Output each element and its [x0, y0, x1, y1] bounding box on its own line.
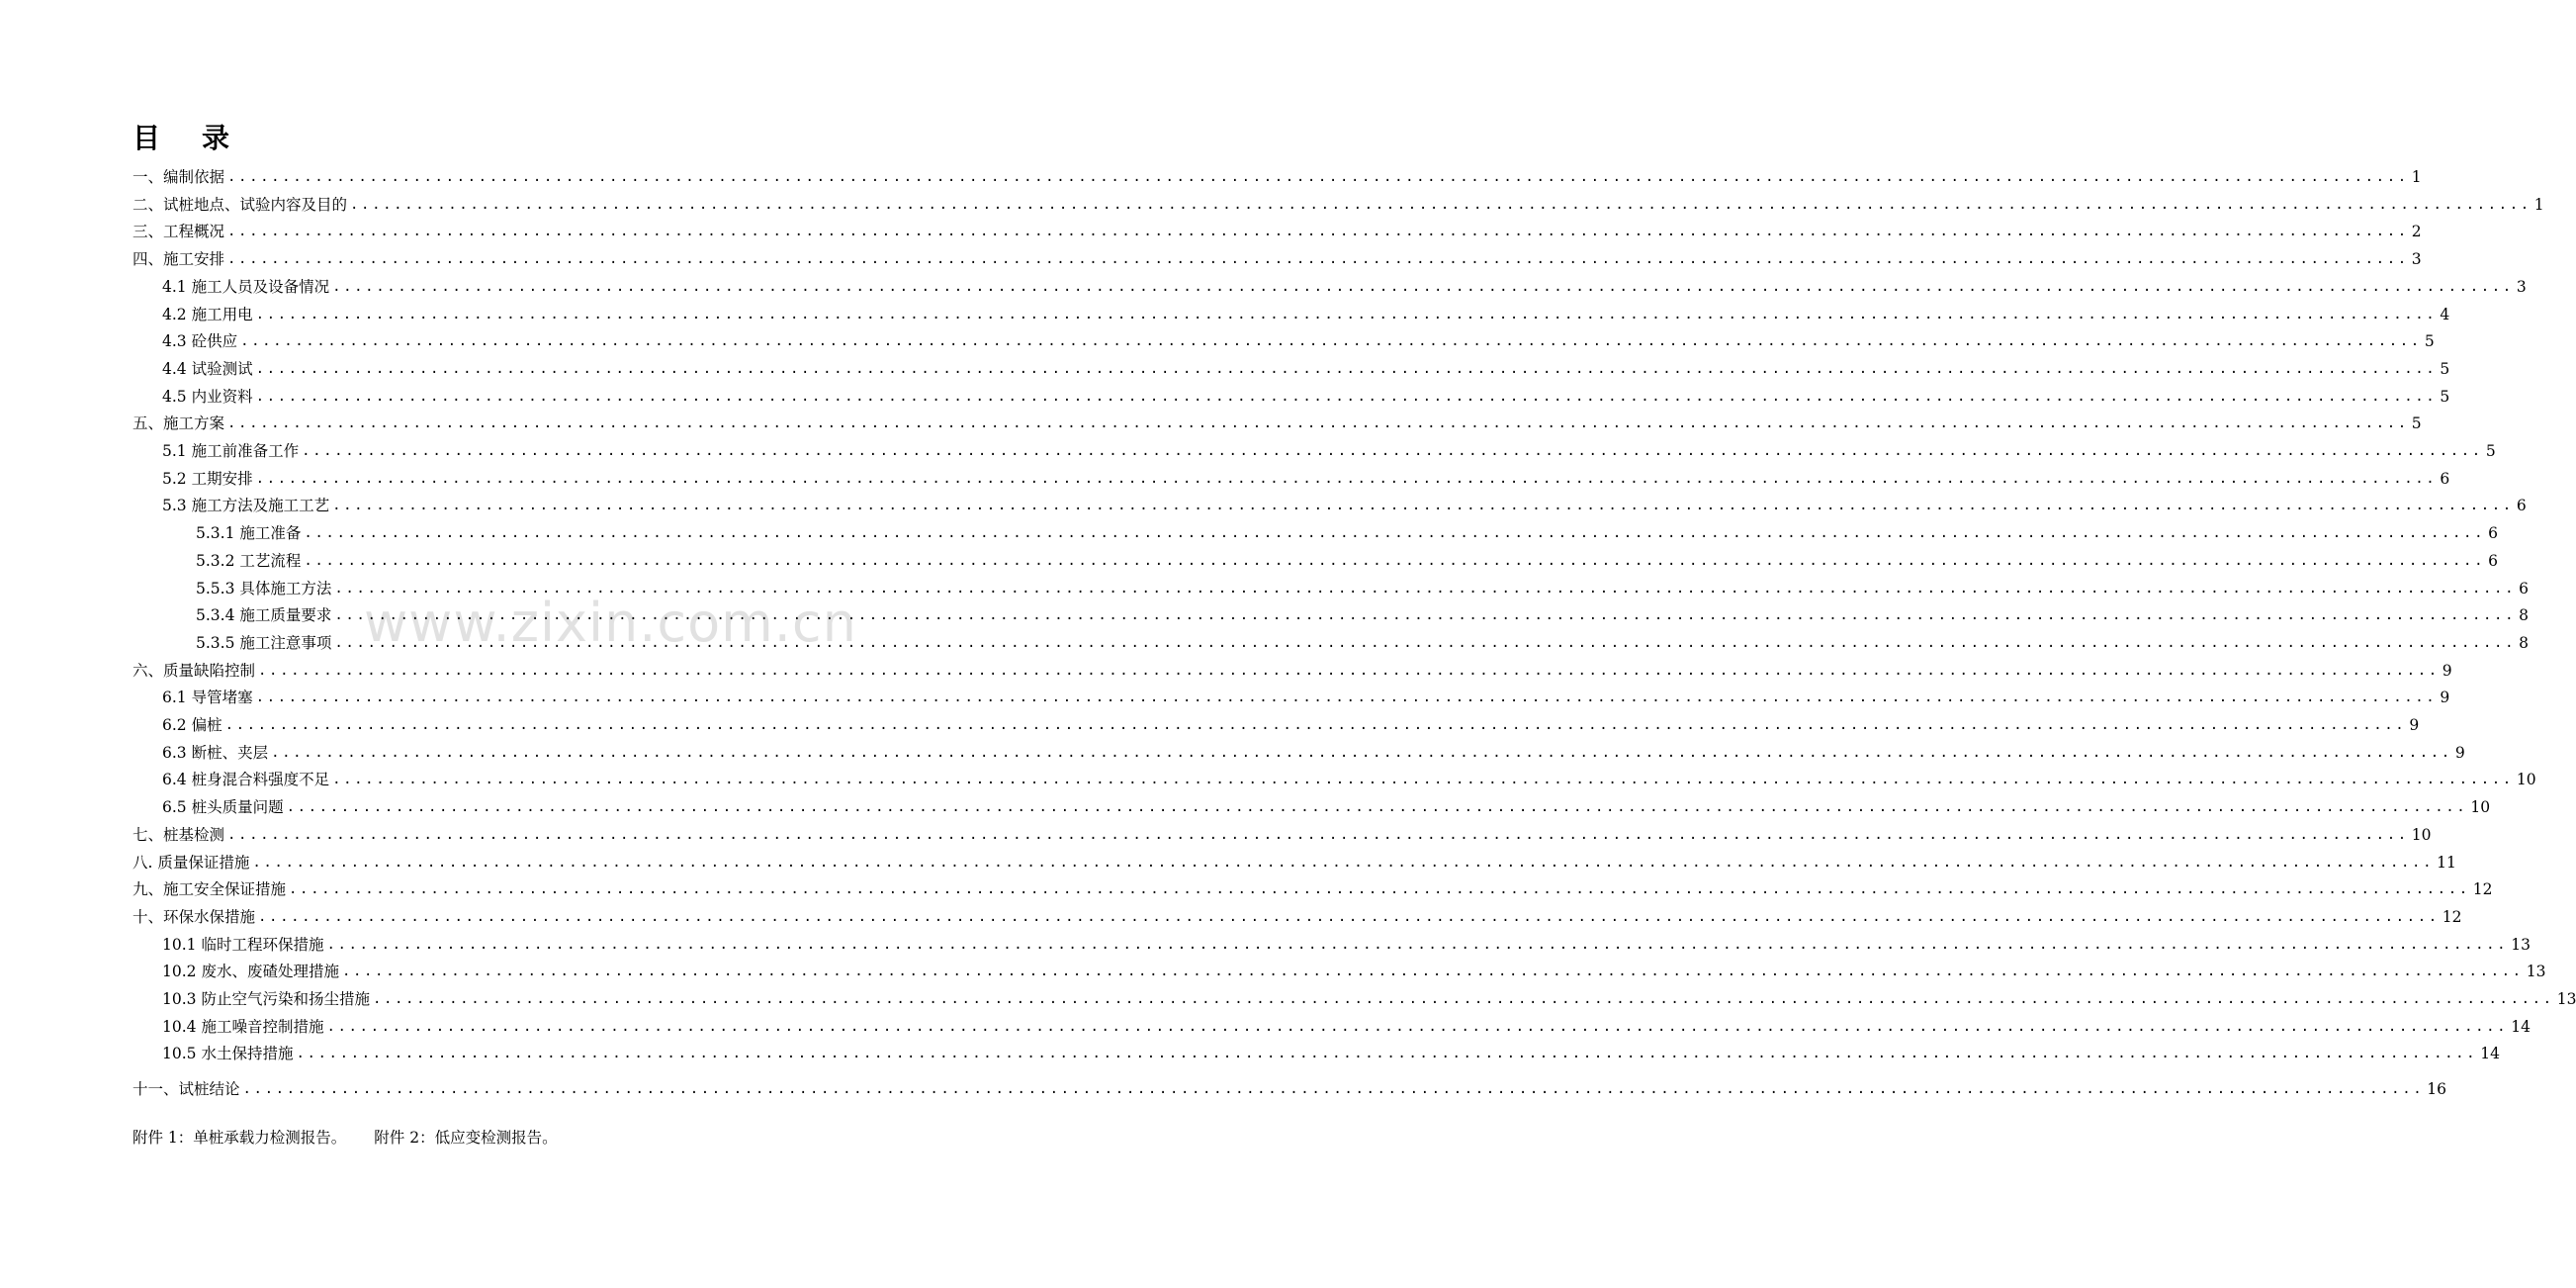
toc-entry-page-number: 5 — [2424, 332, 2435, 351]
toc-entry-page-number: 5 — [2485, 442, 2496, 460]
toc-entry[interactable] — [133, 164, 2422, 188]
toc-entry[interactable] — [162, 1014, 2531, 1038]
toc-entry-page-number: 9 — [2442, 661, 2452, 680]
toc-leader-dots: ........................................................................................................................................................................................................ — [227, 251, 2409, 268]
toc-entry-label: 10.1 临时工程环保措施 — [162, 935, 324, 954]
toc-entry-page-number: 16 — [2427, 1080, 2446, 1099]
toc-entry-page-number: 10 — [2516, 771, 2536, 789]
toc-entry-label: 6.5 桩头质量问题 — [162, 798, 284, 817]
toc-entry[interactable] — [162, 493, 2527, 516]
toc-leader-dots: ........................................................................................................................................................................................................ — [332, 278, 2514, 295]
attachment-2: 附件 2：低应变检测报告。 — [374, 1129, 558, 1147]
toc-entry-label: 5.3.5 施工注意事项 — [196, 633, 332, 652]
toc-leader-dots: ........................................................................................................................................................................................................ — [332, 498, 2514, 514]
toc-entry[interactable] — [162, 685, 2450, 708]
toc-entry-page-number: 11 — [2437, 853, 2456, 872]
toc-entry[interactable] — [196, 602, 2529, 626]
title-char-1: 目 — [133, 122, 163, 154]
toc-entry[interactable] — [162, 302, 2450, 325]
watermark: www.zixin.com.cn — [364, 592, 857, 654]
toc-leader-dots: ........................................................................................................................................................................................................ — [341, 964, 2524, 980]
toc-entry-page-number: 3 — [2516, 277, 2527, 296]
toc-entry[interactable] — [196, 576, 2529, 599]
toc-leader-dots: ........................................................................................................................................................................................................ — [372, 991, 2554, 1007]
toc-entry-label: 5.3 施工方法及施工工艺 — [162, 497, 330, 515]
toc-entry-page-number: 9 — [2440, 689, 2450, 707]
toc-entry-label: 二、试桩地点、试验内容及目的 — [133, 195, 348, 214]
page-title — [133, 117, 231, 156]
toc-leader-dots: ........................................................................................................................................................................................................ — [255, 306, 2438, 322]
toc-entry[interactable] — [133, 246, 2422, 270]
toc-entry-label: 5.3.1 施工准备 — [196, 524, 302, 543]
toc-entry-page-number: 6 — [2516, 497, 2527, 515]
toc-leader-dots: ........................................................................................................................................................................................................ — [224, 717, 2407, 733]
toc-entry-label: 5.3.4 施工质量要求 — [196, 606, 332, 625]
toc-leader-dots: ........................................................................................................................................................................................................ — [240, 333, 2422, 350]
toc-entry[interactable] — [162, 356, 2450, 380]
toc-entry-label: 一、编制依据 — [133, 168, 225, 186]
toc-entry[interactable] — [196, 630, 2529, 654]
toc-entry[interactable] — [162, 932, 2531, 956]
attachment-1: 附件 1：单桩承载力检测报告。 — [133, 1129, 347, 1147]
toc-leader-dots: ........................................................................................................................................................................................................ — [334, 634, 2517, 651]
toc-entry[interactable] — [162, 959, 2546, 982]
toc-leader-dots: ........................................................................................................................................................................................................ — [242, 1081, 2425, 1098]
toc-entry[interactable] — [162, 438, 2496, 462]
toc-entry-label: 九、施工安全保证措施 — [133, 880, 287, 899]
toc-entry-page-number: 9 — [2454, 743, 2465, 762]
toc-entry[interactable] — [133, 411, 2422, 434]
toc-entry-label: 六、质量缺陷控制 — [133, 661, 256, 680]
toc-entry-label: 10.5 水土保持措施 — [162, 1045, 294, 1063]
toc-entry-label: 6.4 桩身混合料强度不足 — [162, 771, 330, 789]
toc-entry-label: 6.1 导管堵塞 — [162, 689, 253, 707]
toc-entry-label: 10.3 防止空气污染和扬尘措施 — [162, 990, 370, 1008]
toc-entry[interactable] — [133, 192, 2544, 216]
toc-entry-label: 5.5.3 具体施工方法 — [196, 579, 332, 598]
toc-entry-label: 5.1 施工前准备工作 — [162, 442, 300, 460]
attachments-line — [133, 1126, 558, 1150]
toc-entry-page-number: 6 — [2440, 469, 2450, 488]
toc-leader-dots: ........................................................................................................................................................................................................ — [326, 936, 2509, 953]
toc-entry-label: 4.2 施工用电 — [162, 305, 253, 323]
toc-entry[interactable] — [162, 767, 2536, 790]
toc-entry-label: 6.2 偏桩 — [162, 716, 222, 734]
toc-entry[interactable] — [196, 548, 2498, 572]
toc-entry[interactable] — [162, 274, 2527, 298]
toc-entry[interactable] — [162, 794, 2491, 818]
toc-entry[interactable] — [133, 658, 2452, 682]
toc-entry-page-number: 13 — [2526, 963, 2546, 981]
toc-entry-page-number: 1 — [2411, 168, 2422, 186]
toc-entry-page-number: 10 — [2470, 798, 2491, 817]
toc-leader-dots: ........................................................................................................................................................................................................ — [255, 690, 2438, 706]
toc-entry-label: 4.3 砼供应 — [162, 332, 238, 351]
title-char-2: 录 — [202, 122, 232, 154]
toc-entry-label: 七、桩基检测 — [133, 825, 225, 844]
toc-entry-page-number: 6 — [2488, 551, 2498, 570]
toc-leader-dots: ........................................................................................................................................................................................................ — [258, 908, 2440, 925]
toc-leader-dots: ........................................................................................................................................................................................................ — [271, 744, 2452, 761]
toc-entry[interactable] — [162, 384, 2450, 408]
toc-entry[interactable] — [162, 740, 2465, 764]
toc-entry[interactable] — [133, 822, 2432, 846]
toc-leader-dots: ........................................................................................................................................................................................................ — [304, 552, 2486, 569]
toc-entry-label: 5.2 工期安排 — [162, 469, 253, 488]
toc-entry-label: 八. 质量保证措施 — [133, 853, 250, 872]
toc-leader-dots: ........................................................................................................................................................................................................ — [326, 1018, 2509, 1035]
toc-entry[interactable] — [162, 986, 2576, 1010]
toc-entry-page-number: 14 — [2480, 1045, 2500, 1063]
toc-leader-dots: ........................................................................................................................................................................................................ — [350, 196, 2532, 213]
toc-entry-label: 10.2 废水、废碴处理措施 — [162, 963, 339, 981]
toc-entry-page-number: 13 — [2556, 990, 2576, 1008]
toc-leader-dots: ........................................................................................................................................................................................................ — [332, 772, 2514, 788]
toc-leader-dots: ........................................................................................................................................................................................................ — [296, 1046, 2478, 1062]
toc-entry-page-number: 6 — [2488, 524, 2498, 543]
toc-entry[interactable] — [162, 466, 2450, 490]
toc-entry-page-number: 5 — [2411, 414, 2422, 433]
toc-leader-dots: ........................................................................................................................................................................................................ — [255, 388, 2438, 405]
toc-leader-dots: ........................................................................................................................................................................................................ — [289, 881, 2470, 898]
toc-entry-label: 4.1 施工人员及设备情况 — [162, 277, 330, 296]
toc-leader-dots: ........................................................................................................................................................................................................ — [255, 360, 2438, 377]
toc-entry-page-number: 13 — [2511, 935, 2531, 954]
toc-entry[interactable] — [162, 328, 2435, 352]
toc-entry-label: 6.3 断桩、夹层 — [162, 743, 269, 762]
toc-entry-page-number: 2 — [2411, 223, 2422, 241]
toc-entry-label: 五、施工方案 — [133, 414, 225, 433]
toc-entry-page-number: 6 — [2519, 579, 2529, 598]
toc-entry-page-number: 3 — [2411, 250, 2422, 269]
toc-leader-dots: ........................................................................................................................................................................................................ — [258, 662, 2440, 679]
toc-entry-label: 三、工程概况 — [133, 223, 225, 241]
toc-entry-page-number: 12 — [2472, 880, 2493, 899]
toc-leader-dots: ........................................................................................................................................................................................................ — [286, 799, 2468, 816]
toc-entry[interactable] — [133, 904, 2462, 928]
toc-entry-page-number: 5 — [2440, 387, 2450, 406]
toc-entry-label: 十一、试桩结论 — [133, 1080, 240, 1099]
toc-leader-dots: ........................................................................................................................................................................................................ — [227, 826, 2409, 843]
toc-leader-dots: ........................................................................................................................................................................................................ — [255, 470, 2438, 487]
toc-entry-label: 4.4 试验测试 — [162, 359, 253, 378]
toc-entry-label: 4.5 内业资料 — [162, 387, 253, 406]
toc-entry-page-number: 9 — [2409, 716, 2420, 734]
toc-entry-page-number: 1 — [2533, 195, 2544, 214]
toc-entry[interactable] — [133, 1076, 2446, 1100]
toc-entry-label: 四、施工安排 — [133, 250, 225, 269]
toc-leader-dots: ........................................................................................................................................................................................................ — [227, 169, 2409, 185]
toc-entry-label: 5.3.2 工艺流程 — [196, 551, 302, 570]
toc-leader-dots: ........................................................................................................................................................................................................ — [227, 415, 2409, 432]
toc-entry-page-number: 8 — [2519, 606, 2529, 625]
toc-leader-dots: ........................................................................................................................................................................................................ — [227, 224, 2409, 240]
toc-entry-label: 十、环保水保措施 — [133, 907, 256, 926]
toc-leader-dots: ........................................................................................................................................................................................................ — [302, 443, 2483, 459]
toc-entry-page-number: 4 — [2440, 305, 2450, 323]
toc-entry-page-number: 12 — [2442, 907, 2462, 926]
toc-entry-page-number: 10 — [2411, 825, 2432, 844]
toc-entry[interactable] — [196, 520, 2498, 544]
toc-entry-page-number: 8 — [2519, 633, 2529, 652]
toc-entry[interactable] — [162, 1041, 2500, 1064]
toc-entry[interactable] — [133, 876, 2493, 900]
toc-entry[interactable] — [162, 712, 2420, 736]
toc-entry[interactable] — [133, 850, 2456, 874]
toc-leader-dots: ........................................................................................................................................................................................................ — [304, 525, 2486, 542]
toc-leader-dots: ........................................................................................................................................................................................................ — [252, 854, 2435, 871]
toc-leader-dots: ........................................................................................................................................................................................................ — [334, 580, 2517, 597]
toc-entry-page-number: 5 — [2440, 359, 2450, 378]
toc-entry-label: 10.4 施工噪音控制措施 — [162, 1017, 324, 1036]
toc-entry[interactable] — [133, 219, 2422, 242]
toc-leader-dots: ........................................................................................................................................................................................................ — [334, 607, 2517, 624]
toc-entry-page-number: 14 — [2511, 1017, 2531, 1036]
